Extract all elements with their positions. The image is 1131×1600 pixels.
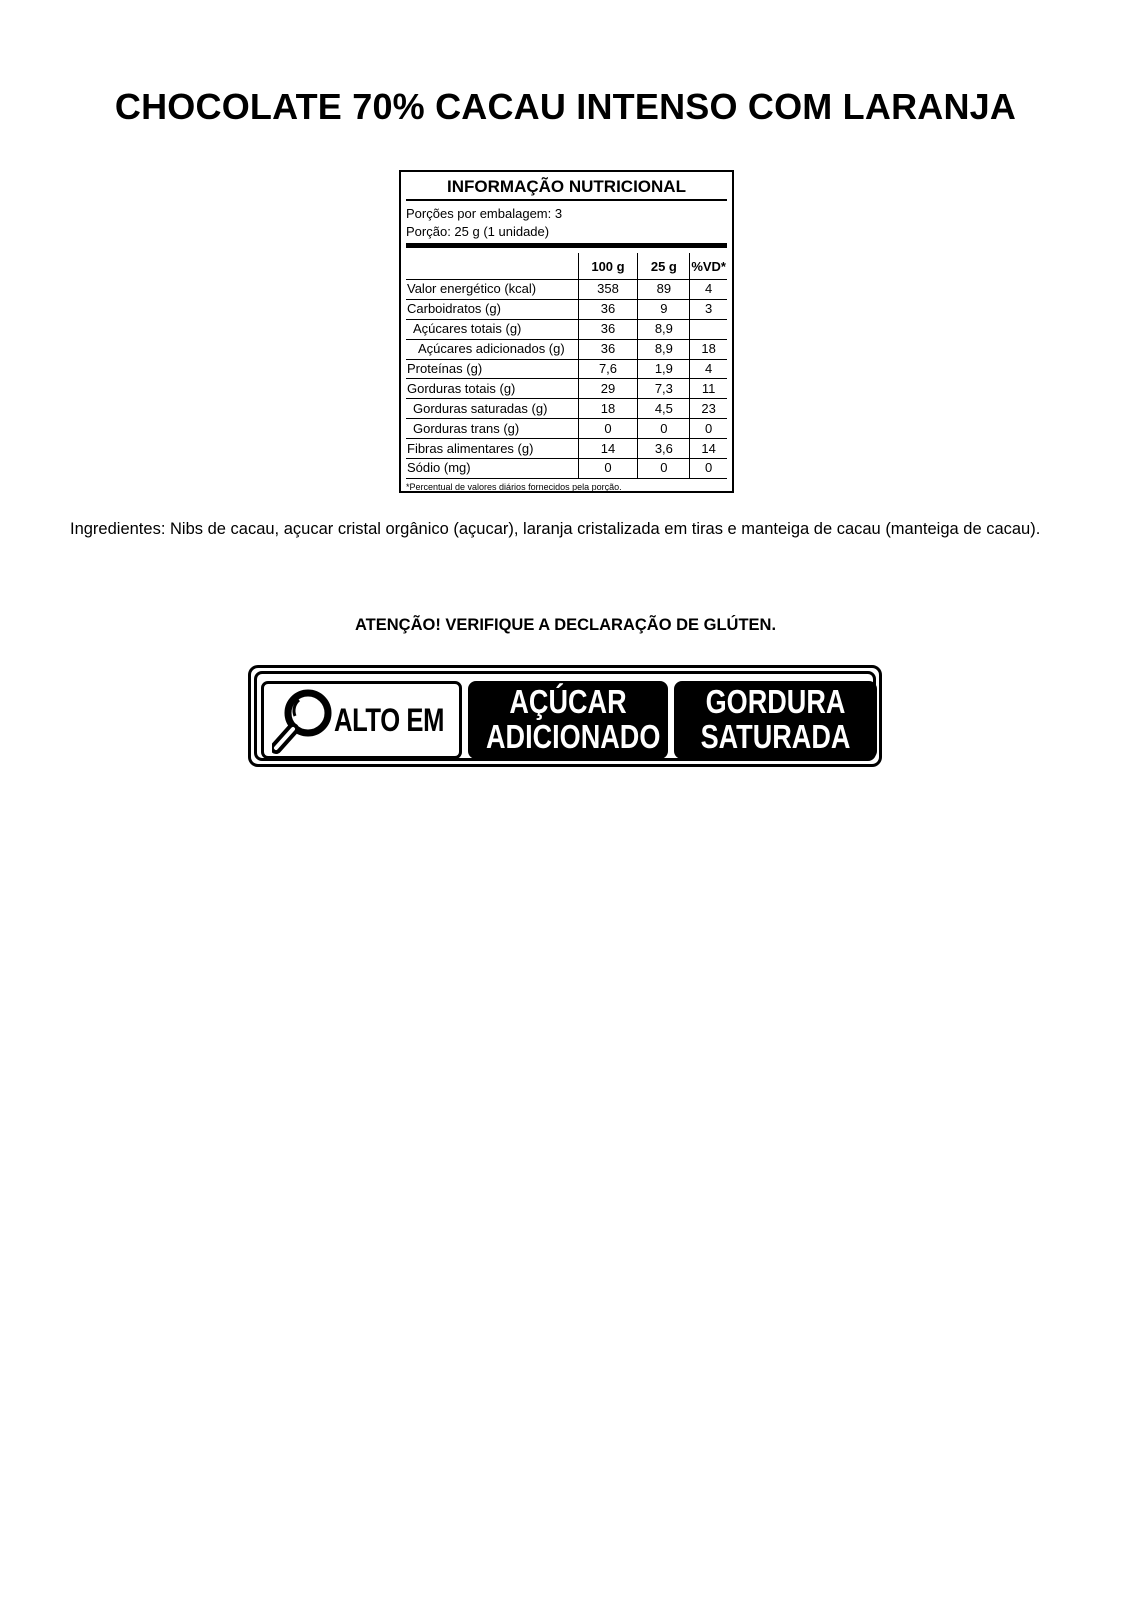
value-portion: 1,9 — [638, 359, 690, 379]
portion-info — [406, 201, 727, 248]
saturated-fat-line1: GORDURA — [705, 683, 846, 720]
value-100g: 36 — [578, 319, 638, 339]
portion-size: Porção: 25 g (1 unidade) — [406, 224, 550, 239]
gluten-warning: ATENÇÃO! VERIFIQUE A DECLARAÇÃO DE GLÚTEN. — [354, 616, 777, 634]
product-title: CHOCOLATE 70% CACAU INTENSO COM LARANJA — [114, 86, 1017, 127]
value-portion: 0 — [638, 459, 690, 479]
table-row — [406, 339, 727, 359]
alto-em-label: ALTO EM — [334, 702, 445, 738]
value-portion: 0 — [638, 419, 690, 439]
value-vd: 4 — [690, 280, 727, 300]
added-sugar-line2: ADICIONADO — [486, 718, 661, 755]
added-sugar-line1: AÇÚCAR — [509, 683, 627, 720]
nutrition-heading: INFORMAÇÃO NUTRICIONAL — [406, 175, 727, 201]
ingredients-text: Ingredientes: Nibs de cacau, açucar cristal orgânico (açucar), laranja cristalizada em tiras e manteiga de cacau (manteiga de cacau). — [70, 520, 1041, 538]
nutrient-label: Carboidratos (g) — [406, 299, 578, 319]
nutrient-label: Açúcares adicionados (g) — [418, 341, 565, 357]
added-sugar-box — [468, 681, 668, 759]
value-vd: 11 — [690, 379, 727, 399]
saturated-fat-box — [674, 681, 877, 759]
saturated-fat-line2: SATURADA — [700, 718, 851, 755]
value-portion: 9 — [638, 299, 690, 319]
value-100g: 14 — [578, 439, 638, 459]
column-header-nutrient — [406, 253, 578, 280]
nutrient-label: Gorduras totais (g) — [406, 379, 578, 399]
nutrient-label: Sódio (mg) — [406, 459, 578, 479]
value-vd: 3 — [690, 299, 727, 319]
value-portion: 89 — [638, 280, 690, 300]
value-100g: 18 — [578, 399, 638, 419]
nutrient-label: Valor energético (kcal) — [406, 280, 578, 300]
value-100g: 0 — [578, 419, 638, 439]
table-row — [406, 319, 727, 339]
value-100g: 358 — [578, 280, 638, 300]
magnifier-icon — [272, 686, 336, 756]
value-100g: 7,6 — [578, 359, 638, 379]
nutrient-label: Gorduras saturadas (g) — [413, 400, 548, 416]
portions-per-pack: Porções por embalagem: 3 — [406, 206, 563, 221]
column-header-vd: %VD* — [690, 253, 727, 280]
value-vd: 0 — [690, 419, 727, 439]
value-vd: 23 — [690, 399, 727, 419]
value-100g: 36 — [578, 299, 638, 319]
value-100g: 29 — [578, 379, 638, 399]
alto-em-box — [261, 681, 462, 759]
value-portion: 8,9 — [638, 339, 690, 359]
table-row — [406, 459, 727, 479]
column-header-100g: 100 g — [578, 253, 638, 280]
table-row — [406, 419, 727, 439]
nutrient-label: Gorduras trans (g) — [413, 420, 520, 436]
nutrient-label: Açúcares totais (g) — [413, 321, 522, 337]
nutrient-label: Fibras alimentares (g) — [406, 439, 578, 459]
value-vd: 4 — [690, 359, 727, 379]
table-row — [406, 399, 727, 419]
table-header-row — [406, 253, 727, 280]
nutrient-table — [406, 253, 727, 479]
table-row — [406, 439, 727, 459]
table-row — [406, 299, 727, 319]
value-portion: 8,9 — [638, 319, 690, 339]
table-row — [406, 280, 727, 300]
value-portion: 4,5 — [638, 399, 690, 419]
front-of-pack-warning-seal — [248, 665, 882, 767]
value-vd: 0 — [690, 459, 727, 479]
value-vd: 18 — [690, 339, 727, 359]
vd-footnote: *Percentual de valores diários fornecidos pela porção. — [406, 481, 622, 492]
value-100g: 0 — [578, 459, 638, 479]
nutrition-facts-table — [399, 170, 734, 493]
column-header-portion: 25 g — [638, 253, 690, 280]
table-row — [406, 359, 727, 379]
value-100g: 36 — [578, 339, 638, 359]
value-portion: 3,6 — [638, 439, 690, 459]
nutrient-label: Proteínas (g) — [406, 359, 578, 379]
value-portion: 7,3 — [638, 379, 690, 399]
value-vd: 14 — [690, 439, 727, 459]
table-row — [406, 379, 727, 399]
value-vd — [690, 319, 727, 339]
